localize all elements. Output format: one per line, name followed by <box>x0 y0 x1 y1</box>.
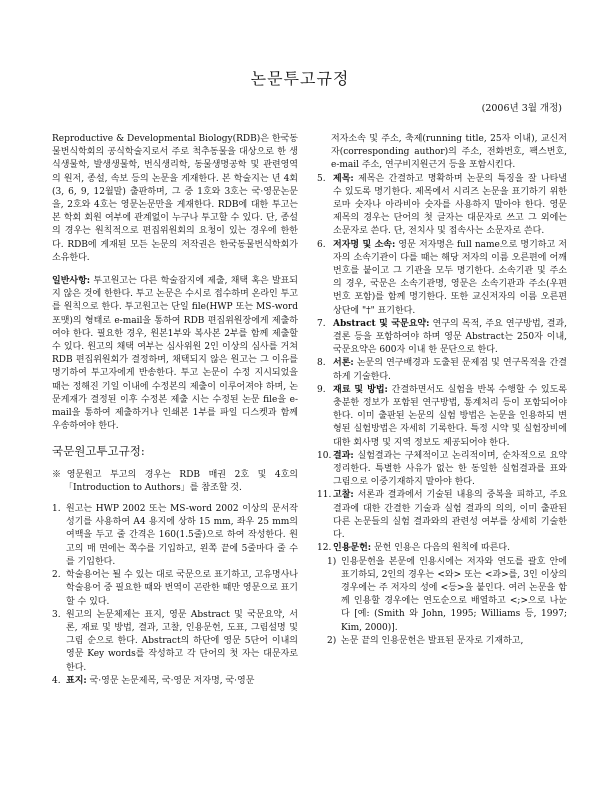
item-text: 영문 저자명은 full name으로 명기하고 저자의 소속기관이 다를 때는 해당 저자의 이름 오른편에 어깨번호를 붙이고 그 기관을 모두 명기한다. 소속기관 및 주소의 경우, 국문은 소속기관명, 영문은 소속기관과 주소(우편번호 포함)를 함께 명기한다. 또한 교신저자의 이름 오른편 상단에 "†" 표기한다. <box>333 239 567 316</box>
item-text: 서론과 결과에서 기술된 내용의 중복을 피하고, 주요 결과에 대한 간결한 기술과 실험 결과의 의의, 이미 출판된 다른 논문들의 실험 결과와의 관련성 여부를 상세히 기술한다. <box>333 490 567 541</box>
list-item <box>317 318 567 358</box>
item-label: 인용문헌: <box>333 543 372 554</box>
list-item <box>317 542 567 555</box>
item-number: 4. <box>52 675 61 686</box>
sub-list-item <box>317 635 567 648</box>
list-item <box>52 569 298 609</box>
item-label: 고찰: <box>333 490 354 501</box>
item-text: 학술용어는 될 수 있는 대로 국문으로 표기하고, 고유명사나 학술용어 중 필요한 때와 번역이 곤란한 때만 영문으로 표기할 수 있다. <box>66 570 298 607</box>
sub-item-number: 1) <box>327 556 337 567</box>
item-text: 국·영문 논문제목, 국·영문 저자명, 국·영문 <box>86 675 255 686</box>
general-text: 투고원고는 다른 학술잡지에 제출, 채택 혹은 발표되지 않은 것에 한한다. 투고 논문은 수시로 접수하며 온라인 투고를 원칙으로 한다. 투고원고는 단일 file(HWP 또는 MS-word 포맷)의 형태로 e-mail을 통하여 RDB 편집위원장에게 제출하여야 한다. 필요한 경우, 원본1부와 복사본 2부를 함께 제출할 수 있다. 원고의 채택 여부는 심사위원 2인 이상의 심사를 거쳐 RDB 편집위원회가 결정하며, 채택되지 않은 원고는 그 이유를 명기하여 투고자에게 반송한다. 투고 논문이 수정 지시되었을 때는 정해진 기일 이내에 수정본의 제출이 이루어져야 하며, 논문게재가 결정된 이후 수정본 제출 시는 수정된 논문 file을 e-mail을 통하여 제출하거나 인쇄본 1부를 파일 디스켓과 함께 우송하여야 한다. <box>52 276 298 432</box>
item-number: 12. <box>317 543 332 554</box>
list-item <box>317 489 567 542</box>
page-title: 논문투고규정 <box>250 69 350 88</box>
item-text: 저자소속 및 주소, 축제(running title, 25자 이내), 교신저자(corresponding author)의 주소, 전화번호, 팩스번호, e-mail 주소, 연구비지원근거 등을 포함시킨다. <box>331 134 567 171</box>
item-text: 실험결과는 구체적이고 논리적이며, 순차적으로 요약 정리한다. 특별한 사유가 없는 한 동일한 실험결과를 표와 그림으로 이중기재하지 말아야 한다. <box>333 450 567 488</box>
sub-item-number: 2) <box>327 635 337 646</box>
item-number: 6. <box>317 239 326 250</box>
item-label: 표지: <box>66 675 87 686</box>
english-note: ※영문원고 투고의 경우는 RDB 매권 2호 및 4호의 「Introduction to Authors」를 참조할 것. <box>52 469 298 493</box>
item-text: 간결하면서도 실험을 반복 수행할 수 있도록 충분한 정보가 포함된 연구방법, 통계처리 등이 포함되어야 한다. 이미 출판된 논문의 실험 방법은 논문을 인용하되 변형된 실험방법은 자세히 기록한다. 특정 시약 및 실험장비에 대한 회사명 및 지역 정보도 제공되어야 한다. <box>333 384 567 448</box>
list-item <box>52 609 298 675</box>
item-label: 결과: <box>333 450 354 461</box>
intro-paragraph: Reproductive & Developmental Biology(RDB)은 한국동물번식학회의 공식학술지로서 주로 척추동물을 대상으로 한 생식생물학, 발생생물학, 번식생리학, 동물생명공학 및 관련영역의 원저, 종설, 속보 등의 논문을 게재한다. 본 학술지는 년 4회(3, 6, 9, 12월말) 출판하며, 그 중 1호와 3호는 국·영문논문을, 2호와 4호는 영문논문만을 게재한다. RDB에 대한 투고는 본 학회 회원 여부에 관계없이 누구나 투고할 수 있다. 단, 종설의 경우는 원칙적으로 편집위원회의 요청이 있는 경우에 한한다. RDB에 게재된 모든 논문의 저작권은 한국동물번식학회가 소유한다. <box>52 134 298 263</box>
item-number: 2. <box>52 570 61 581</box>
item-label: 제목: <box>333 173 354 184</box>
left-column <box>52 133 298 688</box>
general-label: 일반사항: <box>52 276 91 287</box>
section-heading: 국문원고투고규정: <box>52 444 145 459</box>
item-number: 11. <box>317 490 332 501</box>
sub-item-text: 논문 끝의 인용문헌은 발표된 문자로 기재하고, <box>341 635 524 646</box>
sub-list-item <box>317 556 567 635</box>
list-item <box>52 503 298 569</box>
item-text: 원고는 HWP 2002 또는 MS-word 2002 이상의 문서작성기를 사용하여 A4 용지에 상하 15 mm, 좌우 25 mm의 여백을 두고 줄 간격은 160(1.5줄)으로 하여 작성한다. 원고의 매 면에는 쪽수를 기입하고, 왼쪽 끝에 5줄마다 줄 수를 기입한다. <box>66 504 298 567</box>
right-column <box>317 133 567 648</box>
list-item <box>52 675 298 688</box>
item-text: 문헌 인용은 다음의 원칙에 따른다. <box>371 543 510 554</box>
item-number: 5. <box>317 173 326 184</box>
revision-date: (2006년 3월 개정) <box>481 103 562 114</box>
list-item-continued <box>317 133 567 173</box>
item-text: 제목은 간결하고 명확하며 논문의 특징을 잘 나타낼 수 있도록 명기한다. 제목에서 시리즈 논문을 표기하기 위한 로마 숫자나 아라비아 숫자를 사용하지 말아야 한다. 영문 제목의 경우는 단어의 첫 글자는 대문자로 쓰고 그 외에는 소문자로 쓴다. 단, 전치사 및 접속사는 소문자로 쓴다. <box>333 173 567 237</box>
item-text: 논문의 연구배경과 도출된 문제점 및 연구목적을 간결하게 기술한다. <box>333 358 567 382</box>
item-label: 서론: <box>333 358 354 369</box>
item-number: 8. <box>317 358 326 369</box>
item-number: 9. <box>317 384 326 395</box>
item-label: 저자명 및 소속: <box>333 239 396 250</box>
item-number: 1. <box>52 504 61 515</box>
item-label: Abstract 및 국문요약: <box>333 318 430 329</box>
item-number: 3. <box>52 609 61 620</box>
item-number: 7. <box>317 318 326 329</box>
general-paragraph <box>52 275 298 433</box>
list-item <box>317 450 567 490</box>
item-number: 10. <box>317 450 332 461</box>
item-label: 재료 및 방법: <box>333 384 388 395</box>
list-item <box>317 357 567 383</box>
item-text: 연구의 목적, 주요 연구방법, 결과, 결론 등을 포함하여야 하며 영문 Abstract는 250자 이내, 국문요약은 600자 이내 한 문단으로 한다. <box>333 318 567 356</box>
list-item <box>317 239 567 318</box>
item-text: 원고의 논문체제는 표지, 영문 Abstract 및 국문요약, 서론, 재료 및 방법, 결과, 고찰, 인용문헌, 도표, 그림설명 및 그림 순으로 한다. Abstract의 하단에 영문 5단어 이내의 영문 Key words를 작성하고 각 단어의 첫 자는 대문자로 한다. <box>66 609 298 673</box>
sub-item-text: 인용문헌을 본문에 인용시에는 저자와 연도를 괄호 안에 표기하되, 2인의 경우는 <와> 또는 <과>를, 3인 이상의 경우에는 주 저자의 성에 <등>을 붙인다. 여러 논문을 함께 인용할 경우에는 연도순으로 배열하고 <;>으로 나눈다 [예: (Smith 와 John, 1995; Williams 등, 1997; Kim, 2000)]. <box>341 556 567 633</box>
list-item <box>317 173 567 239</box>
list-item <box>317 384 567 450</box>
